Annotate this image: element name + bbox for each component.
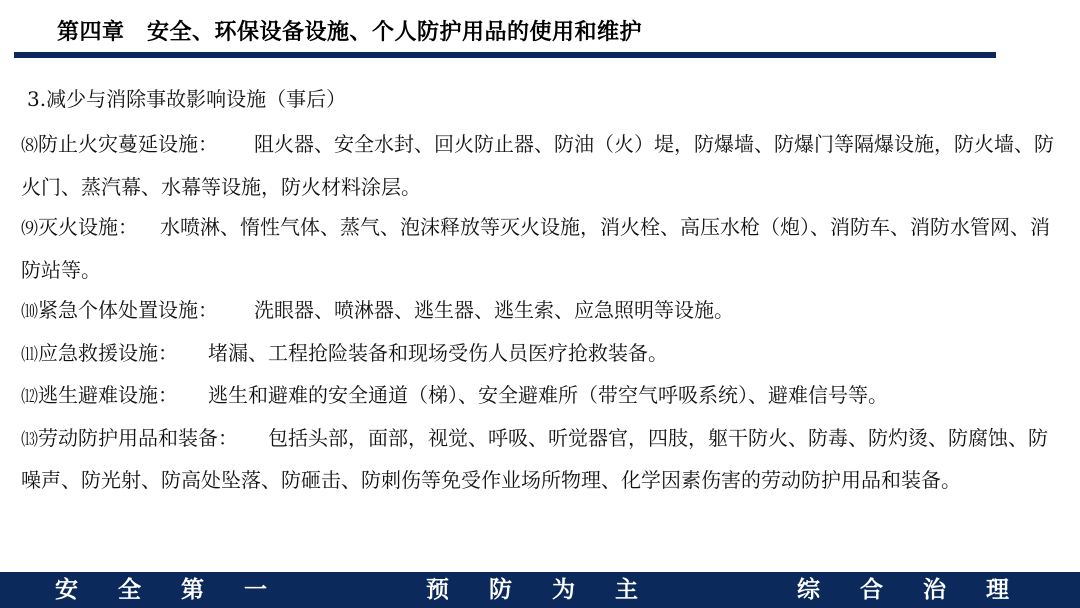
footer-char: 理 (986, 577, 1009, 603)
item-text: 水喷淋、惰性气体、蒸气、泡沫释放等灭火设施，消火栓、高压水枪（炮）、消防车、消防水管网、消防站等。 (21, 215, 1050, 282)
footer-slogan-prevention (426, 572, 638, 608)
item-number: ⑼ (21, 219, 38, 239)
footer-banner (0, 572, 1080, 608)
item-label: 紧急个体处置设施： (38, 298, 218, 322)
item-number: ⑽ (21, 302, 38, 322)
footer-char: 合 (860, 577, 883, 603)
footer-char: 第 (181, 577, 204, 603)
list-item (21, 333, 1061, 376)
item-number: ⒀ (21, 429, 38, 450)
footer-slogan-safety-first (55, 572, 267, 608)
footer-char: 一 (244, 577, 267, 603)
footer-char: 预 (426, 577, 449, 603)
item-label: 灭火设施： (38, 215, 138, 239)
list-item (21, 124, 1061, 207)
footer-char: 治 (923, 577, 946, 603)
content-body (21, 84, 1061, 501)
item-number: ⑻ (21, 136, 38, 156)
footer-char: 为 (552, 577, 575, 603)
list-item (21, 290, 1061, 333)
section-subtitle: 3.减少与消除事故影响设施（事后） (27, 87, 347, 111)
footer-slogan-governance (797, 572, 1009, 608)
item-label: 防止火灾蔓延设施： (38, 132, 218, 156)
item-text: 阻火器、安全水封、回火防止器、防油（火）堤，防爆墙、防爆门等隔爆设施，防火墙、防火门、蒸汽幕、水幕等设施，防火材料涂层。 (21, 132, 1054, 199)
item-text: 洗眼器、喷淋器、逃生器、逃生索、应急照明等设施。 (254, 298, 734, 322)
title-divider (14, 52, 996, 58)
item-number: ⑿ (21, 387, 38, 407)
footer-char: 综 (797, 577, 820, 603)
item-text: 包括头部，面部，视觉、呼吸、听觉器官，四肢，躯干防火、防毒、防灼烫、防腐蚀、防噪声、防光射、防高处坠落、防砸击、防刺伤等免受作业场所物理、化学因素伤害的劳动防护用品和装备。 (21, 425, 1048, 492)
list-item (21, 207, 1061, 290)
item-label: 逃生避难设施： (38, 383, 178, 407)
chapter-title: 第四章 安全、环保设备设施、个人防护用品的使用和维护 (57, 20, 643, 45)
footer-char: 安 (55, 577, 78, 603)
list-item (21, 375, 1061, 418)
footer-char: 主 (615, 577, 638, 603)
item-label: 劳动防护用品和装备： (38, 425, 238, 450)
item-label: 应急救援设施： (38, 340, 178, 365)
item-text: 逃生和避难的安全通道（梯）、安全避难所（带空气呼吸系统）、避难信号等。 (208, 383, 888, 407)
footer-char: 全 (118, 577, 141, 603)
item-text: 堵漏、工程抢险装备和现场受伤人员医疗抢救装备。 (208, 340, 668, 365)
footer-char: 防 (489, 577, 512, 603)
list-item (21, 418, 1061, 501)
item-number: ⑾ (21, 344, 38, 365)
